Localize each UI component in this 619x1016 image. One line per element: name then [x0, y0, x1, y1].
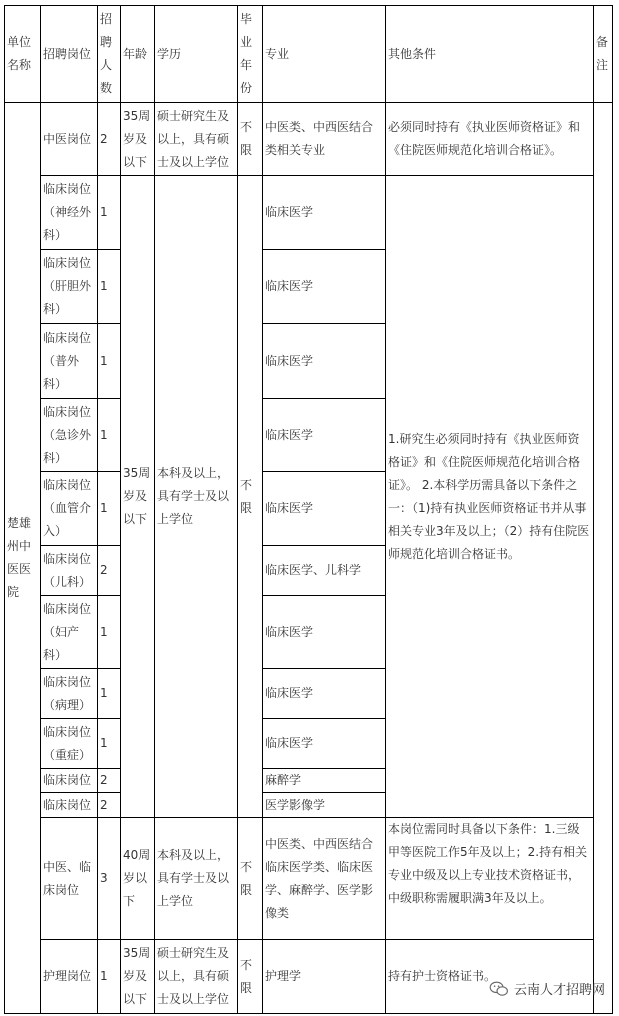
count-cell: 1 — [98, 176, 121, 250]
position-cell: 临床岗位（急诊外科） — [41, 399, 98, 472]
position-cell: 临床岗位（普外科） — [41, 324, 98, 399]
position-cell: 临床岗位（妇产科） — [41, 596, 98, 669]
grad-year-cell: 不限 — [238, 818, 263, 940]
table-row — [5, 940, 613, 1014]
other-cell: 本岗位需同时具备以下条件：1.三级甲等医院工作5年及以上；2.持有相关专业中级及以上专业技术资格证书，中级职称需履职满3年及以上。 — [386, 818, 594, 940]
count-cell: 1 — [98, 719, 121, 769]
other-cell: 1.研究生必须同时持有《执业医师资格证》和《住院医师规范化培训合格证》。 2.本科学历需具备以下条件之一：（1)持有执业医师资格证书并从事相关专业3年及以上；（2）持有住院医师规范化培训合格证书。 — [386, 176, 594, 818]
education-cell: 硕士研究生及以上，具有硕士及以上学位 — [155, 103, 238, 176]
header-row — [5, 6, 613, 103]
count-cell: 2 — [98, 793, 121, 818]
header-age: 年龄 — [121, 6, 155, 103]
major-cell: 临床医学 — [263, 596, 386, 669]
header-unit: 单位名称 — [5, 6, 41, 103]
position-cell: 临床岗位（肝胆外科） — [41, 250, 98, 324]
count-cell: 2 — [98, 546, 121, 596]
header-education: 学历 — [155, 6, 238, 103]
position-cell: 临床岗位（病理） — [41, 669, 98, 719]
position-cell: 临床岗位（儿科） — [41, 546, 98, 596]
major-cell: 中医类、中西医结合类相关专业 — [263, 103, 386, 176]
position-cell: 中医、临床岗位 — [41, 818, 98, 940]
major-cell: 临床医学 — [263, 324, 386, 399]
count-cell: 2 — [98, 769, 121, 793]
other-cell: 持有护士资格证书。 — [386, 940, 594, 1014]
major-cell: 中医类、中西医结合临床医学类、临床医学、麻醉学、医学影像类 — [263, 818, 386, 940]
other-cell: 必须同时持有《执业医师资格证》和《住院医师规范化培训合格证》。 — [386, 103, 594, 176]
table-row — [5, 818, 613, 940]
position-cell: 临床岗位（重症） — [41, 719, 98, 769]
major-cell: 护理学 — [263, 940, 386, 1014]
age-cell: 40周岁以下 — [121, 818, 155, 940]
header-count: 招聘人数 — [98, 6, 121, 103]
grad-year-cell: 不限 — [238, 103, 263, 176]
header-grad-year: 毕业年份 — [238, 6, 263, 103]
position-cell: 中医岗位 — [41, 103, 98, 176]
count-cell: 2 — [98, 103, 121, 176]
count-cell: 1 — [98, 324, 121, 399]
count-cell: 3 — [98, 818, 121, 940]
count-cell: 1 — [98, 472, 121, 546]
unit-name-cell: 楚雄州中医医院 — [5, 103, 41, 1014]
age-cell: 35周岁及以下 — [121, 940, 155, 1014]
count-cell: 1 — [98, 940, 121, 1014]
major-cell: 临床医学、儿科学 — [263, 546, 386, 596]
position-cell: 临床岗位 — [41, 793, 98, 818]
major-cell: 临床医学 — [263, 669, 386, 719]
major-cell: 医学影像学 — [263, 793, 386, 818]
grad-year-cell: 不限 — [238, 940, 263, 1014]
count-cell: 1 — [98, 399, 121, 472]
major-cell: 临床医学 — [263, 250, 386, 324]
header-major: 专业 — [263, 6, 386, 103]
education-cell: 本科及以上，具有学士及以上学位 — [155, 176, 238, 818]
count-cell: 1 — [98, 669, 121, 719]
education-cell: 本科及以上，具有学士及以上学位 — [155, 818, 238, 940]
major-cell: 临床医学 — [263, 176, 386, 250]
position-cell: 临床岗位（神经外科） — [41, 176, 98, 250]
grad-year-cell: 不限 — [238, 176, 263, 818]
major-cell: 麻醉学 — [263, 769, 386, 793]
watermark-text: 云南人才招聘网 — [513, 983, 605, 998]
position-cell: 护理岗位 — [41, 940, 98, 1014]
position-cell: 临床岗位（血管介入） — [41, 472, 98, 546]
note-cell — [594, 103, 613, 1014]
header-position: 招聘岗位 — [41, 6, 98, 103]
major-cell: 临床医学 — [263, 399, 386, 472]
header-note: 备注 — [594, 6, 613, 103]
count-cell: 1 — [98, 250, 121, 324]
table-row — [5, 176, 613, 250]
major-cell: 临床医学 — [263, 719, 386, 769]
age-cell: 35周岁及以下 — [121, 103, 155, 176]
age-cell: 35周岁及以下 — [121, 176, 155, 818]
count-cell: 1 — [98, 596, 121, 669]
watermark — [489, 979, 605, 998]
position-cell: 临床岗位 — [41, 769, 98, 793]
major-cell: 临床医学 — [263, 472, 386, 546]
wechat-icon — [489, 981, 509, 997]
header-other: 其他条件 — [386, 6, 594, 103]
recruitment-table — [4, 5, 613, 1014]
table-row — [5, 103, 613, 176]
education-cell: 硕士研究生及以上，具有硕士及以上学位 — [155, 940, 238, 1014]
